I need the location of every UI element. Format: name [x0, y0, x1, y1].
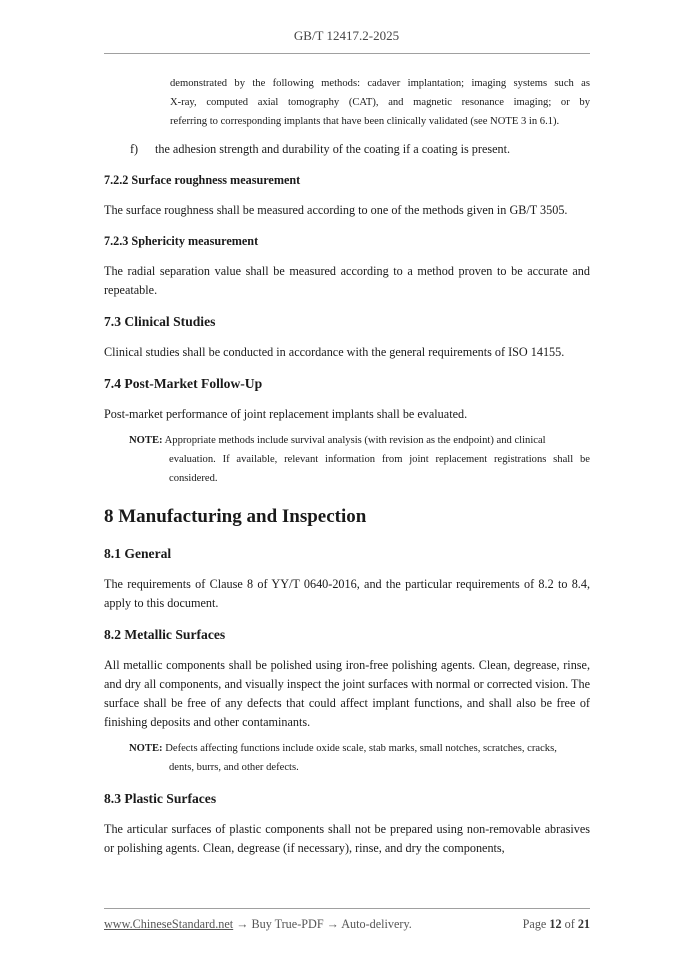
note-label: NOTE: [129, 435, 163, 446]
cont-line-2: X-ray, computed axial tomography (CAT), and magnetic resonance imaging; or by [170, 97, 590, 108]
cont-line-3: referring to corresponding implants that have been clinically validated (see NOTE 3 in 6.1). [170, 116, 560, 127]
page-content [104, 74, 590, 858]
note-7-4 [129, 431, 590, 488]
heading-8-1: 8.1 General [104, 546, 172, 561]
site-link[interactable]: www.ChineseStandard.net [104, 917, 234, 931]
list-item-marker: f) [130, 142, 139, 156]
page-number [523, 917, 590, 932]
paragraph-8-1: The requirements of Clause 8 of YY/T 0640-2016, and the particular requirements of 8.2 to 8.4, apply to this document. [104, 577, 590, 610]
paragraph-8-3: The articular surfaces of plastic components shall not be prepared using non-removable abrasives or polishing agents. Clean, degrease (if necessary), rinse, and dry the components, [104, 822, 590, 855]
heading-8: 8 Manufacturing and Inspection [104, 506, 367, 527]
delivery-text: Auto-delivery. [341, 917, 412, 931]
note-8-2 [129, 739, 590, 777]
note-first-line: Appropriate methods include survival analysis (with revision as the endpoint) and clinical [164, 435, 546, 446]
note-label: NOTE: [129, 743, 163, 754]
note-first-line: Defects affecting functions include oxide scale, stab marks, small notches, scratches, cracks, [165, 743, 557, 754]
paragraph-7-3: Clinical studies shall be conducted in accordance with the general requirements of ISO 14155. [104, 345, 565, 359]
paragraph-7-2-3: The radial separation value shall be measured according to a method proven to be accurate and repeatable. [104, 264, 590, 297]
heading-7-3: 7.3 Clinical Studies [104, 314, 216, 329]
current-page: 12 [549, 917, 562, 931]
heading-8-3: 8.3 Plastic Surfaces [104, 791, 217, 806]
arrow-right-icon: → [326, 917, 339, 931]
note-continuation: evaluation. If available, relevant information from joint replacement registrations shall be considered. [169, 454, 590, 484]
cont-line-1: demonstrated by the following methods: cadaver implantation; imaging systems such as [170, 78, 590, 89]
heading-8-2: 8.2 Metallic Surfaces [104, 627, 226, 642]
footer-rule [104, 908, 590, 909]
page-footer [104, 917, 590, 932]
heading-7-2-3: 7.2.3 Sphericity measurement [104, 234, 259, 248]
total-pages: 21 [577, 917, 590, 931]
note-continuation: dents, burrs, and other defects. [169, 762, 299, 773]
of-word: of [564, 917, 575, 931]
list-item-f [130, 140, 590, 159]
list-item-text: the adhesion strength and durability of the coating if a coating is present. [155, 142, 511, 156]
page-word: Page [522, 917, 547, 931]
running-header: GB/T 12417.2-2025 [293, 28, 400, 43]
paragraph-7-2-2: The surface roughness shall be measured according to one of the methods given in GB/T 3505. [104, 203, 568, 217]
paragraph-8-2: All metallic components shall be polished using iron-free polishing agents. Clean, degrease, rinse, and dry all components, and visually inspect the joint surfaces with normal or corrected vision. The surface shall be free of any defects that could affect implant functions, and shall also be free of finishing deposits and other contaminants. [104, 658, 590, 729]
heading-7-2-2: 7.2.2 Surface roughness measurement [104, 173, 301, 187]
heading-7-4: 7.4 Post-Market Follow-Up [104, 376, 263, 391]
paragraph-7-4: Post-market performance of joint replacement implants shall be evaluated. [104, 407, 468, 421]
arrow-right-icon: → [236, 917, 249, 931]
buy-text: Buy True-PDF [251, 917, 324, 931]
header-rule [104, 53, 590, 54]
footer-promo [104, 917, 412, 932]
continued-paragraph [170, 74, 590, 131]
